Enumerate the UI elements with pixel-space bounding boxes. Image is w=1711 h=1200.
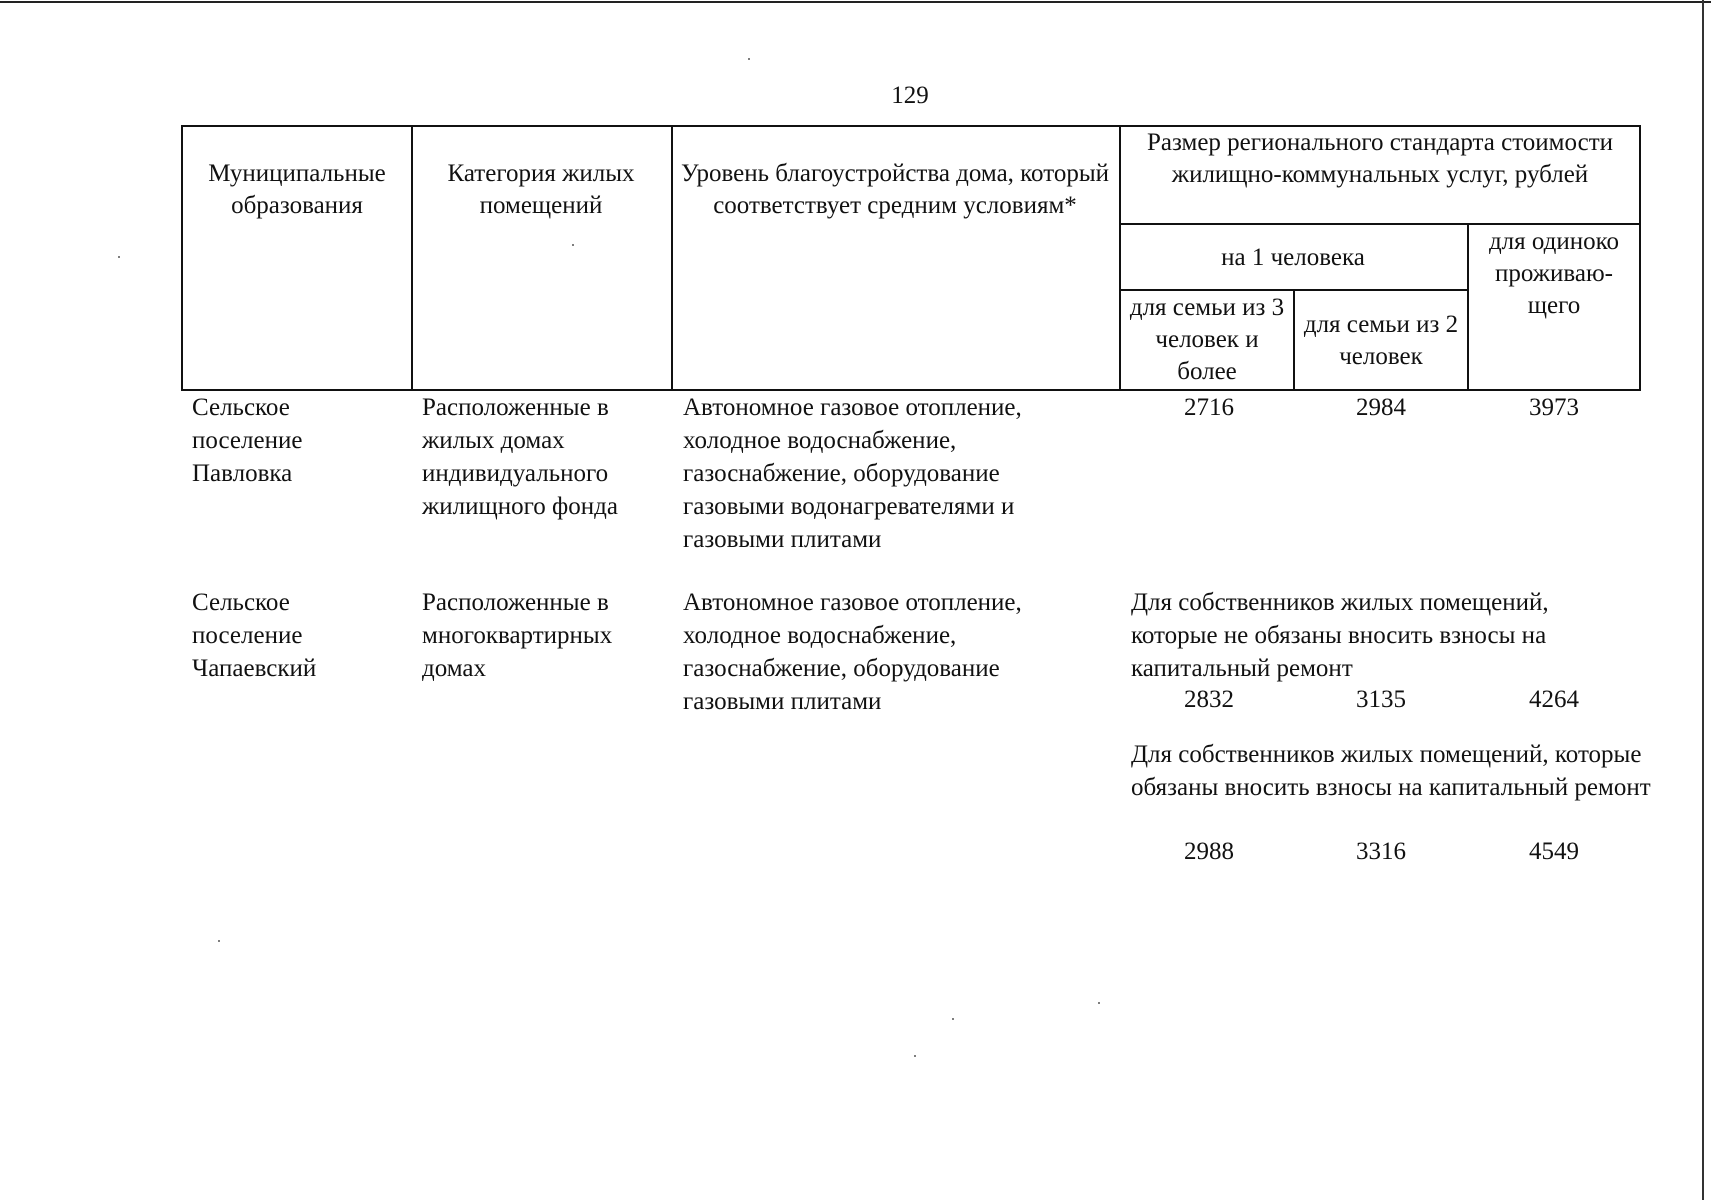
- table-border-right: [1639, 125, 1641, 391]
- cell-category: Расположенные в жилых домах индивидуального жилищного фонда: [422, 394, 618, 520]
- subgroup-note: Для собственников жилых помещений, которые обязаны вносить взносы на капитальный ремонт: [1131, 741, 1651, 801]
- header-level: Уровень благоустройства дома, который соответствует средним условиям*: [681, 160, 1109, 219]
- header-per-person: на 1 человека: [1221, 244, 1365, 271]
- header-category: Категория жилых помещений: [447, 160, 635, 219]
- scan-speck: [572, 244, 574, 246]
- scan-speck: [1098, 1002, 1100, 1004]
- cell-category: Расположенные в многоквартирных домах: [422, 589, 613, 682]
- scan-speck: [218, 940, 220, 942]
- cell-level: Автономное газовое отопление, холодное водоснабжение, газоснабжение, оборудование газовыми плитами: [683, 589, 1022, 715]
- cell-family-2: 3135: [1356, 686, 1406, 713]
- cell-municipality: Сельское поселение Чапаевский: [192, 589, 317, 682]
- header-standard-size: Размер регионального стандарта стоимости жилищно-коммунальных услуг, рублей: [1146, 129, 1614, 188]
- column-divider: [671, 125, 673, 391]
- header-family-3-plus: для семьи из 3 человек и более: [1129, 294, 1285, 385]
- column-divider: [1293, 289, 1295, 391]
- column-divider: [411, 125, 413, 391]
- row-divider: [1119, 223, 1641, 225]
- column-divider: [1467, 223, 1469, 391]
- cell-family-2: 2984: [1356, 394, 1406, 421]
- header-single: для одиноко проживаю-щего: [1488, 228, 1620, 319]
- cell-level: Автономное газовое отопление, холодное водоснабжение, газоснабжение, оборудование газовыми водонагревателями и газовыми плитами: [683, 394, 1022, 553]
- cell-single: 3973: [1529, 394, 1579, 421]
- header-municipality: Муниципальные образования: [208, 160, 386, 219]
- cell-family-3-plus: 2716: [1184, 394, 1234, 421]
- cell-family-3-plus: 2988: [1184, 838, 1234, 865]
- cell-single: 4549: [1529, 838, 1579, 865]
- header-family-2: для семьи из 2 человек: [1303, 311, 1459, 370]
- scan-speck: [914, 1055, 916, 1057]
- subgroup-note: Для собственников жилых помещений, которые не обязаны вносить взносы на капитальный ремонт: [1131, 589, 1549, 682]
- page-number: 129: [891, 82, 929, 109]
- scan-border-top: [0, 1, 1711, 3]
- cell-family-3-plus: 2832: [1184, 686, 1234, 713]
- scan-border-right: [1702, 0, 1704, 1200]
- scan-speck: [748, 58, 750, 60]
- scan-speck: [118, 256, 120, 258]
- cell-family-2: 3316: [1356, 838, 1406, 865]
- scan-speck: [952, 1018, 954, 1020]
- cell-single: 4264: [1529, 686, 1579, 713]
- table-border-left: [181, 125, 183, 391]
- cell-municipality: Сельское поселение Павловка: [192, 394, 303, 487]
